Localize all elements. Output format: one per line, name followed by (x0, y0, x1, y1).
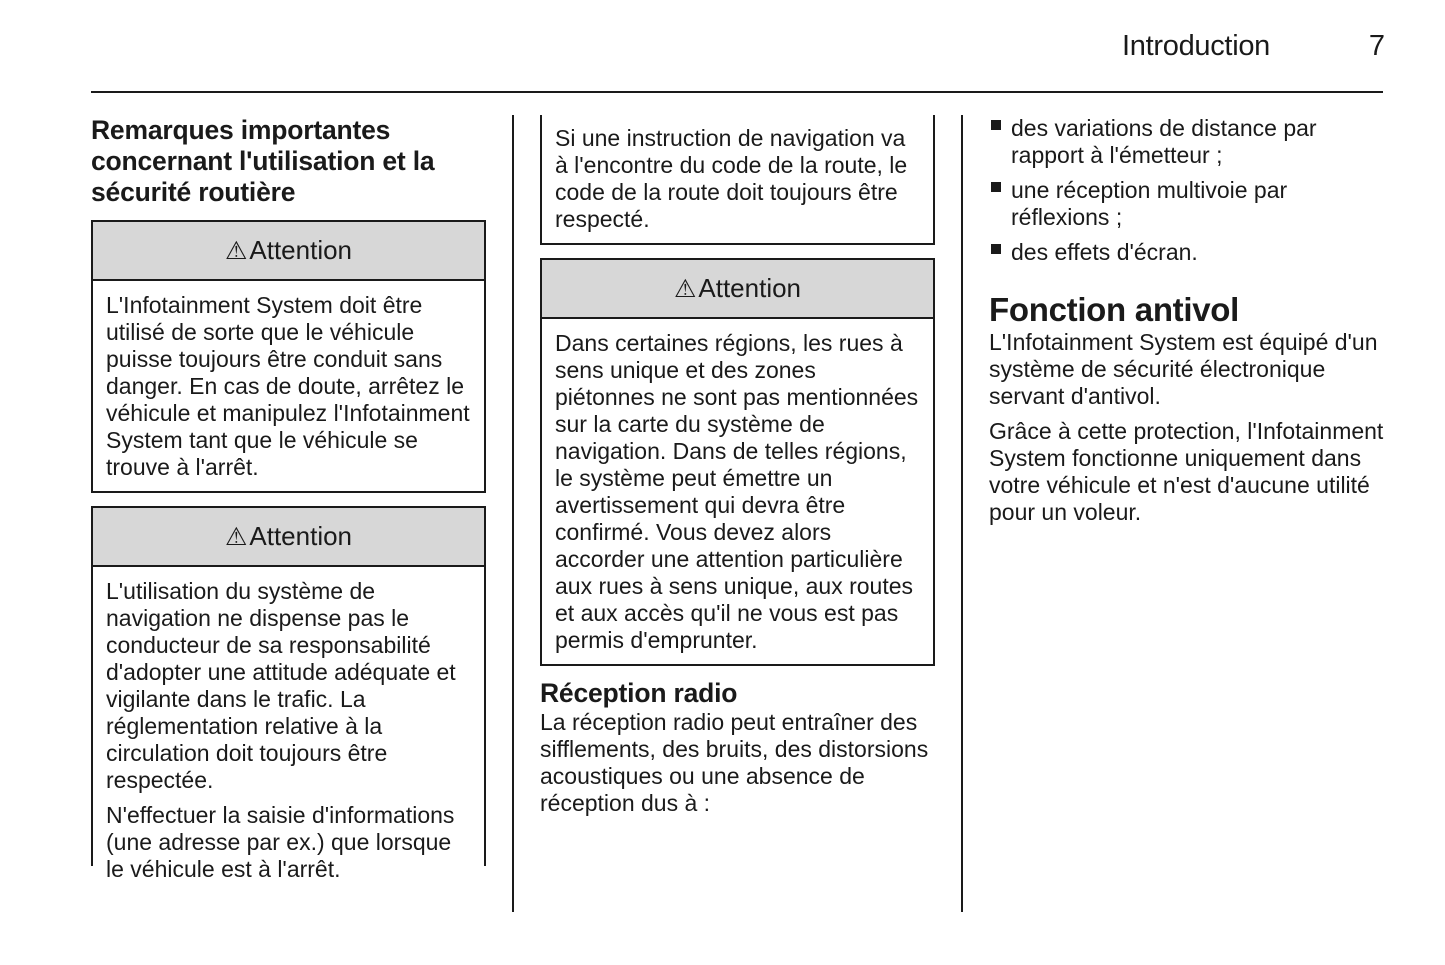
safety-heading: Remarques importantes concernant l'utilisation et la sécurité routière (91, 115, 435, 207)
antitheft-heading: Fonction antivol (989, 291, 1240, 328)
warning-triangle-icon: ⚠ (224, 236, 248, 265)
warning-box-2-header (93, 508, 484, 567)
column-right (989, 115, 1387, 526)
warning-box-3-text: Dans certaines régions, les rues à sens unique et des zones piétonnes ne sont pas mentionnées sur la carte du système de navigation. Dans de telles régions, le système peut émettre un avertissement qui devra être confirmé. Vous devez alors accorder une attention particulière aux rues à sens unique, aux routes et aux accès qu'il ne vous est pas permis d'emprunter. (555, 330, 919, 653)
square-bullet-icon (991, 244, 1001, 254)
column-left (91, 115, 486, 882)
square-bullet-icon (991, 120, 1001, 130)
radio-heading: Réception radio (540, 678, 738, 708)
warning-triangle-icon: ⚠ (673, 274, 697, 303)
warning-box-2-text-1: L'utilisation du système de navigation ne dispense pas le conducteur de sa responsabilité d'adopter une attitude adéquate et vigilante dans le trafic. La réglementation relative à la circulation doit toujours être respectée. (106, 578, 456, 793)
warning-box-3-title: Attention (698, 273, 802, 303)
warning-box-2 (91, 506, 486, 882)
antitheft-text-1: L'Infotainment System est équipé d'un système de sécurité électronique servant d'antivol. (989, 329, 1378, 409)
warning-box-1-title: Attention (249, 235, 353, 265)
warning-box-1 (91, 220, 486, 493)
warning-triangle-icon: ⚠ (224, 522, 248, 551)
warning-box-2-text-2: N'effectuer la saisie d'informations (une adresse par ex.) que lorsque le véhicule est à l'arrêt. (106, 802, 455, 882)
warning-box-2-continued-text: Si une instruction de navigation va à l'encontre du code de la route, le code de la route doit toujours être respecté. (555, 125, 908, 232)
list-item: des variations de distance par rapport à l'émetteur ; (989, 115, 1387, 169)
square-bullet-icon (991, 182, 1001, 192)
warning-box-3 (540, 258, 935, 666)
list-item: des effets d'écran. (989, 239, 1387, 266)
column-middle (540, 115, 935, 817)
warning-box-2-title: Attention (249, 521, 353, 551)
antitheft-text-2: Grâce à cette protection, l'Infotainment System fonctionne uniquement dans votre véhicule et n'est d'aucune utilité pour un voleur. (989, 418, 1384, 525)
header-divider (91, 91, 1383, 93)
warning-box-1-text: L'Infotainment System doit être utilisé de sorte que le véhicule puisse toujours être conduit sans danger. En cas de doute, arrêtez le véhicule et manipulez l'Infotainment System tant que le véhicule se trouve à l'arrêt. (106, 292, 470, 480)
radio-text: La réception radio peut entraîner des sifflements, des bruits, des distorsions acoustiques ou une absence de réception dus à : (540, 709, 929, 816)
warning-box-3-header (542, 260, 933, 319)
column-divider-right (961, 115, 963, 912)
section-title: Introduction (1122, 30, 1270, 62)
list-item: une réception multivoie par réflexions ; (989, 177, 1387, 231)
reception-issues-list (989, 115, 1387, 266)
column-divider-left (512, 115, 514, 912)
warning-box-2-continued (540, 115, 935, 245)
page-number: 7 (1368, 30, 1385, 62)
warning-box-1-header (93, 222, 484, 281)
